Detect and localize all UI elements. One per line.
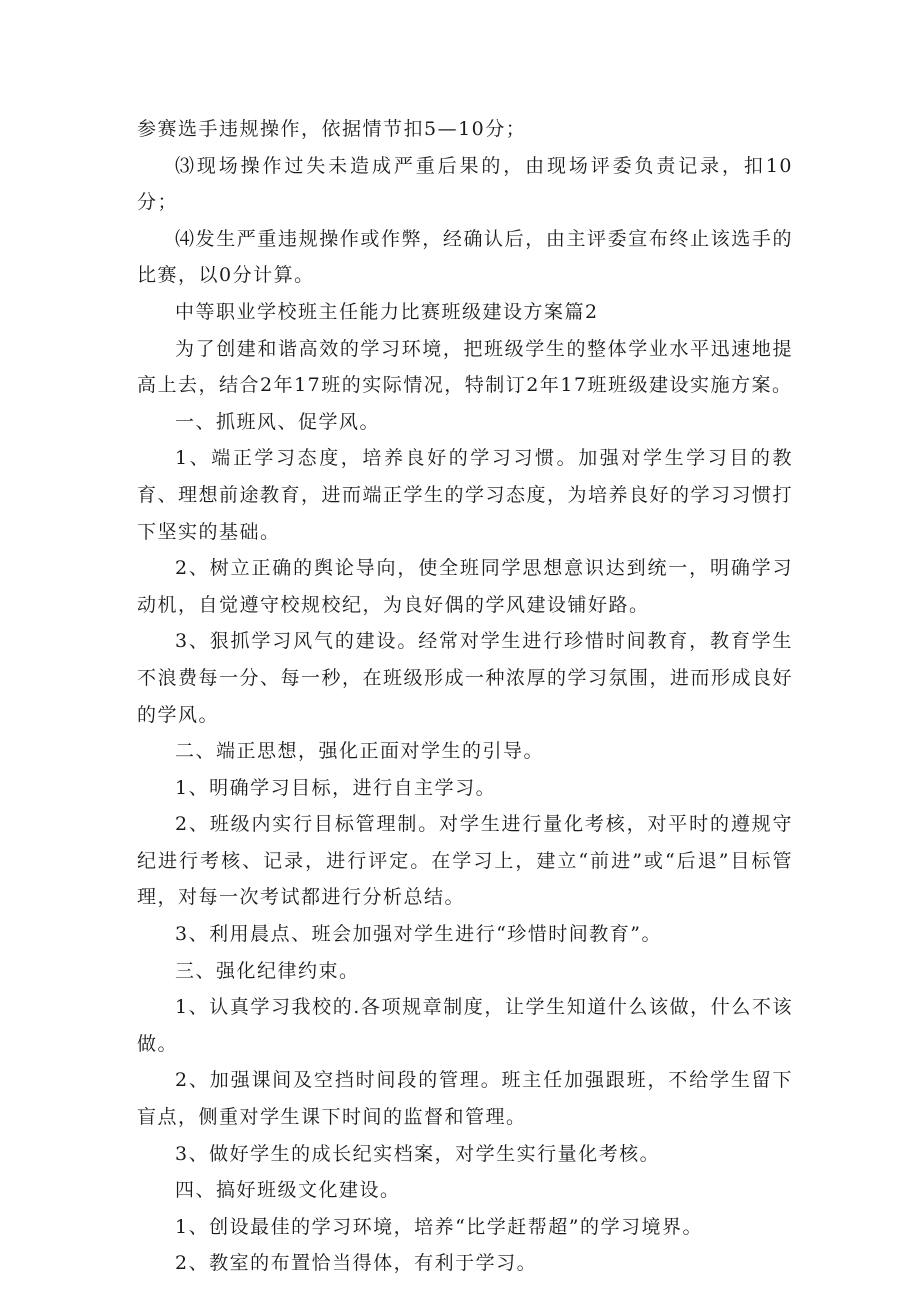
paragraph-1-3: 3、狠抓学习风气的建设。经常对学生进行珍惜时间教育，教育学生不浪费每一分、每一秒，在班级形成一种浓厚的学习氛围，进而形成良好的学风。 [137, 630, 794, 726]
paragraph-intro: 为了创建和谐高效的学习环境，把班级学生的整体学业水平迅速地提高上去，结合2年17班的实际情况，特制订2年17班班级建设实施方案。 [137, 337, 793, 397]
heading-3: 三、强化纪律约束。 [175, 959, 360, 982]
heading-2: 二、端正思想，强化正面对学生的引导。 [175, 740, 545, 763]
paragraph-3-3: 3、做好学生的成长纪实档案，对学生实行量化考核。 [175, 1142, 661, 1165]
paragraph-1: 参赛选手违规操作，依据情节扣5—10分； [137, 118, 527, 140]
paragraph-4-1: 1、创设最佳的学习环境，培养“比学赶帮超”的学习境界。 [175, 1215, 704, 1238]
paragraph-2-2: 2、班级内实行目标管理制。对学生进行量化考核，对平时的遵规守纪进行考核、记录，进行评定。在学习上，建立“前进”或“后退”目标管理，对每一次考试都进行分析总结。 [137, 813, 793, 909]
paragraph-2-3: 3、利用晨点、班会加强对学生进行“珍惜时间教育”。 [175, 923, 663, 946]
heading-4: 四、搞好班级文化建设。 [175, 1179, 401, 1202]
paragraph-2: ⑶现场操作过失未造成严重后果的，由现场评委负责记录，扣10分； [137, 154, 793, 214]
paragraph-3: ⑷发生严重违规操作或作弊，经确认后，由主评委宣布终止该选手的比赛，以0分计算。 [137, 227, 793, 287]
document-body [137, 111, 793, 1282]
section-title: 中等职业学校班主任能力比赛班级建设方案篇2 [175, 300, 599, 323]
paragraph-3-2: 2、加强课间及空挡时间段的管理。班主任加强跟班，不给学生留下盲点，侧重对学生课下时间的监督和管理。 [137, 1069, 793, 1129]
paragraph-1-1: 1、端正学习态度，培养良好的学习习惯。加强对学生学习目的教育、理想前途教育，进而端正学生的学习态度，为培养良好的学习习惯打下坚实的基础。 [137, 447, 794, 543]
paragraph-2-1: 1、明确学习目标，进行自主学习。 [175, 776, 497, 799]
heading-1: 一、抓班风、促学风。 [175, 410, 381, 433]
paragraph-4-2: 2、教室的布置恰当得体，有利于学习。 [175, 1252, 538, 1275]
paragraph-1-2: 2、树立正确的舆论导向，使全班同学思想意识达到统一，明确学习动机，自觉遵守校规校纪，为良好偶的学风建设铺好路。 [137, 557, 793, 616]
paragraph-3-1: 1、认真学习我校的.各项规章制度，让学生知道什么该做，什么不该做。 [137, 996, 793, 1055]
